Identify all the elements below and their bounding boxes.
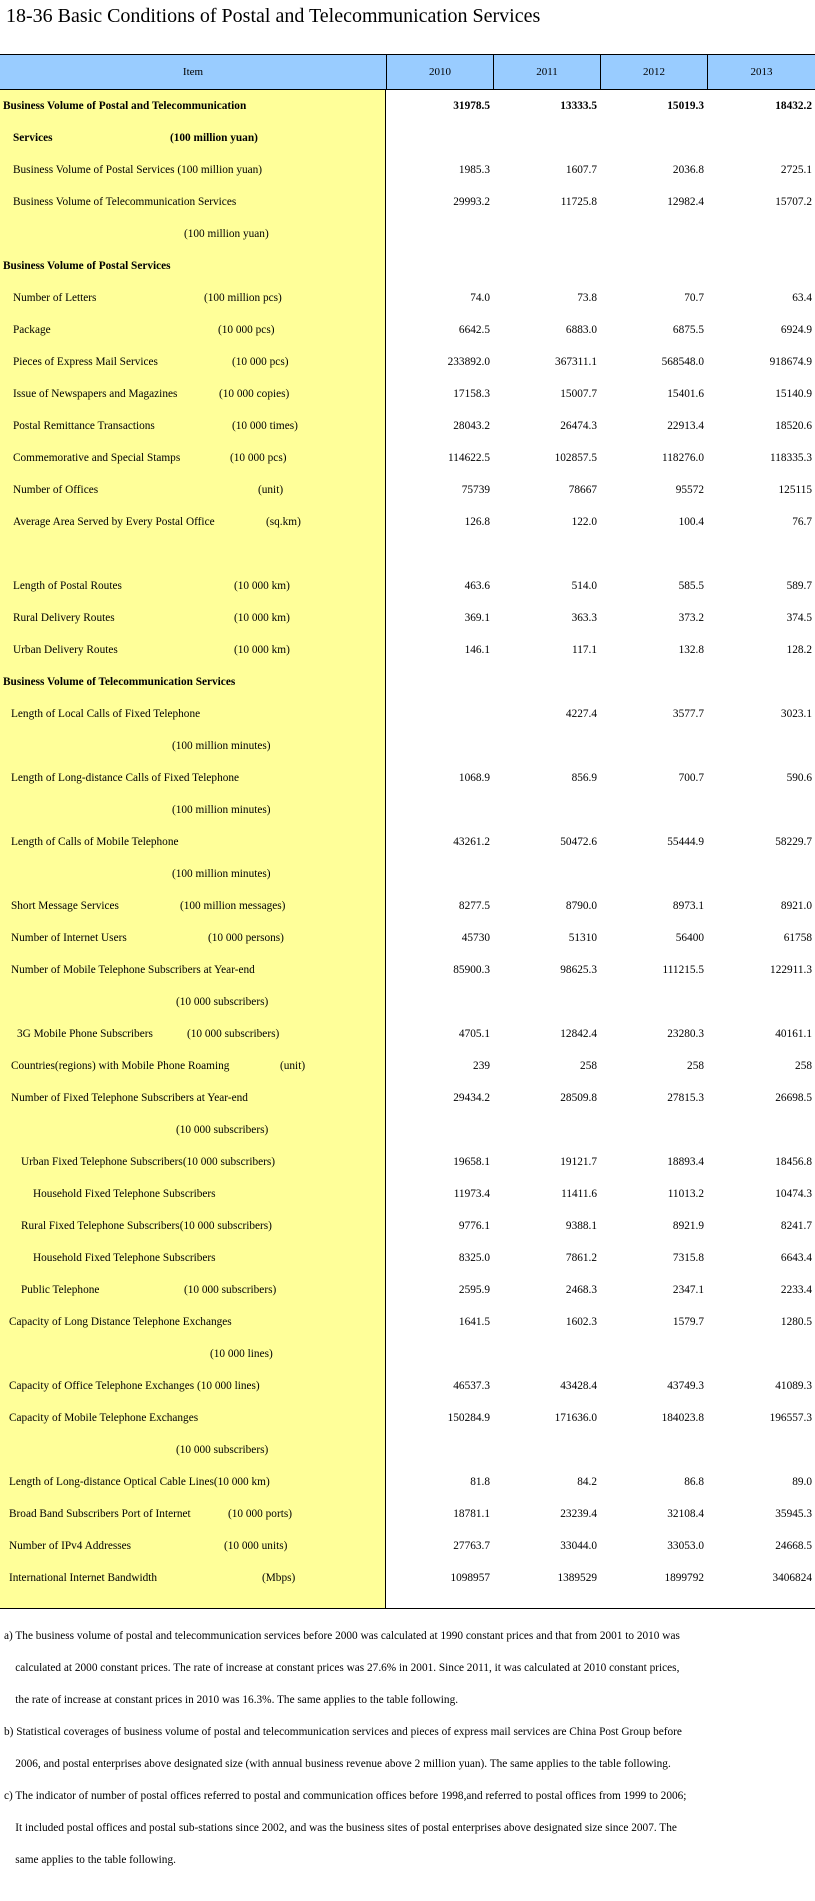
- cell-2013: 76.7: [792, 516, 812, 528]
- row-label: International Internet Bandwidth: [9, 1572, 158, 1584]
- cell-2013: 89.0: [792, 1476, 812, 1488]
- cell-2012: 100.4: [678, 516, 704, 528]
- row-label: Public Telephone: [21, 1284, 100, 1296]
- footnote-line: 2006, and postal enterprises above designated size (with annual business revenue above 2 million yuan). The same applies to the table following.: [4, 1758, 671, 1770]
- cell-2010: 29993.2: [453, 196, 490, 208]
- row-unit: (100 million minutes): [172, 804, 271, 816]
- cell-2012: 32108.4: [667, 1508, 704, 1520]
- cell-2012: 132.8: [678, 644, 704, 656]
- cell-2013: 15140.9: [775, 388, 812, 400]
- table-row: [0, 954, 815, 986]
- header-year-2013: 2013: [750, 66, 773, 78]
- cell-2013: 589.7: [786, 580, 812, 592]
- cell-2012: 15019.3: [667, 100, 704, 112]
- cell-2012: 23280.3: [667, 1028, 704, 1040]
- row-label: Length of Local Calls of Fixed Telephone: [11, 708, 201, 720]
- row-unit: (10 000 times): [232, 420, 298, 432]
- cell-2010: 126.8: [464, 516, 490, 528]
- cell-2013: 35945.3: [775, 1508, 812, 1520]
- cell-2012: 8973.1: [672, 900, 704, 912]
- cell-2012: 70.7: [684, 292, 704, 304]
- cell-2011: 12842.4: [560, 1028, 597, 1040]
- cell-2013: 6924.9: [780, 324, 812, 336]
- cell-2012: 22913.4: [667, 420, 704, 432]
- cell-2010: 43261.2: [453, 836, 490, 848]
- row-unit: (100 million minutes): [172, 740, 271, 752]
- row-label: Business Volume of Postal and Telecommunication: [3, 100, 247, 112]
- cell-2010: 9776.1: [458, 1220, 490, 1232]
- cell-2013: 3406824: [772, 1572, 812, 1584]
- row-label: Services: [13, 132, 53, 144]
- cell-2013: 10474.3: [775, 1188, 812, 1200]
- cell-2011: 363.3: [571, 612, 597, 624]
- cell-2011: 11725.8: [560, 196, 597, 208]
- table-row: [0, 1018, 815, 1050]
- cell-2011: 33044.0: [560, 1540, 597, 1552]
- cell-2013: 18520.6: [775, 420, 812, 432]
- cell-2010: 8325.0: [458, 1252, 490, 1264]
- cell-2010: 11973.4: [453, 1188, 490, 1200]
- footnote-line: a) The business volume of postal and telecommunication services before 2000 was calculated at 1990 constant prices and that from 2001 to 2010 was: [4, 1630, 680, 1642]
- cell-2013: 2233.4: [780, 1284, 812, 1296]
- cell-2013: 18432.2: [775, 100, 812, 112]
- cell-2013: 61758: [783, 932, 812, 944]
- cell-2010: 1985.3: [458, 164, 490, 176]
- cell-2010: 114622.5: [448, 452, 490, 464]
- cell-2011: 13333.5: [560, 100, 597, 112]
- cell-2011: 23239.4: [560, 1508, 597, 1520]
- row-unit: (Mbps): [262, 1572, 296, 1584]
- cell-2013: 8241.7: [780, 1220, 812, 1232]
- table-row: [0, 634, 815, 666]
- footnote-line: b) Statistical coverages of business volume of postal and telecommunication services and pieces of express mail services are China Post Group before: [4, 1726, 682, 1738]
- cell-2013: 15707.2: [775, 196, 812, 208]
- row-label: Issue of Newspapers and Magazines: [13, 388, 178, 400]
- cell-2010: 146.1: [464, 644, 490, 656]
- cell-2010: 28043.2: [453, 420, 490, 432]
- header-year-2010: 2010: [429, 66, 451, 78]
- cell-2011: 9388.1: [565, 1220, 597, 1232]
- cell-2013: 6643.4: [780, 1252, 812, 1264]
- cell-2012: 43749.3: [667, 1380, 704, 1392]
- cell-2012: 15401.6: [667, 388, 704, 400]
- row-label: Business Volume of Telecommunication Services: [13, 196, 237, 208]
- table-row: [0, 122, 815, 154]
- cell-2011: 98625.3: [560, 964, 597, 976]
- cell-2012: 118276.0: [662, 452, 704, 464]
- row-unit: (10 000 persons): [208, 932, 284, 944]
- cell-2013: 63.4: [792, 292, 812, 304]
- cell-2011: 117.1: [572, 644, 597, 656]
- cell-2010: 150284.9: [447, 1412, 490, 1424]
- cell-2013: 125115: [778, 484, 812, 496]
- row-label: Urban Delivery Routes: [13, 644, 118, 656]
- row-unit: (10 000 km): [234, 644, 290, 656]
- row-unit: (100 million pcs): [204, 292, 282, 304]
- cell-2011: 1389529: [557, 1572, 597, 1584]
- row-label: Length of Calls of Mobile Telephone: [11, 836, 179, 848]
- cell-2011: 43428.4: [560, 1380, 597, 1392]
- cell-2011: 171636.0: [554, 1412, 597, 1424]
- cell-2011: 50472.6: [560, 836, 597, 848]
- cell-2012: 3577.7: [672, 708, 704, 720]
- row-label: Number of Mobile Telephone Subscribers at Year-end: [11, 964, 255, 976]
- cell-2012: 12982.4: [667, 196, 704, 208]
- cell-2010: 31978.5: [453, 100, 490, 112]
- row-label: Length of Postal Routes: [13, 580, 122, 592]
- cell-2011: 15007.7: [560, 388, 597, 400]
- cell-2010: 8277.5: [458, 900, 490, 912]
- header-year-2011: 2011: [536, 66, 558, 78]
- row-unit: (10 000 subscribers): [176, 1444, 269, 1456]
- cell-2011: 84.2: [577, 1476, 597, 1488]
- cell-2013: 3023.1: [780, 708, 812, 720]
- header-year-2012: 2012: [643, 66, 665, 78]
- table-row: [0, 986, 815, 1018]
- cell-2010: 239: [473, 1060, 490, 1072]
- table-row: [0, 1274, 815, 1306]
- table-row: [0, 826, 815, 858]
- cell-2011: 11411.6: [561, 1188, 597, 1200]
- row-label: Number of Internet Users: [11, 932, 127, 944]
- row-unit: (unit): [258, 484, 284, 496]
- cell-2012: 1899792: [664, 1572, 704, 1584]
- table-row: [0, 218, 815, 250]
- cell-2012: 6875.5: [672, 324, 704, 336]
- table-row: [0, 1498, 815, 1530]
- cell-2010: 1068.9: [458, 772, 490, 784]
- row-label: Broad Band Subscribers Port of Internet: [9, 1508, 191, 1520]
- row-unit: (10 000 pcs): [218, 324, 275, 336]
- cell-2011: 1602.3: [565, 1316, 597, 1328]
- row-label: Pieces of Express Mail Services: [13, 356, 158, 368]
- row-label: Postal Remittance Transactions: [13, 420, 155, 432]
- table-row: [0, 858, 815, 890]
- row-label: Urban Fixed Telephone Subscribers(10 000 subscribers): [21, 1156, 276, 1168]
- row-unit: (10 000 units): [224, 1540, 288, 1552]
- row-label: Rural Fixed Telephone Subscribers(10 000 subscribers): [21, 1220, 272, 1232]
- cell-2010: 1098957: [450, 1572, 490, 1584]
- table-row: [0, 1562, 815, 1594]
- page-title: 18-36 Basic Conditions of Postal and Telecommunication Services: [6, 5, 541, 27]
- table-row: [0, 666, 815, 698]
- cell-2012: 86.8: [684, 1476, 704, 1488]
- row-label: Number of Fixed Telephone Subscribers at Year-end: [11, 1092, 248, 1104]
- footnote-line: c) The indicator of number of postal offices referred to postal and communication offices before 1998,and referred to postal offices from 1999 to 2006;: [4, 1790, 687, 1802]
- table-row: [0, 346, 815, 378]
- table-row: [0, 570, 815, 602]
- cell-2013: 41089.3: [775, 1380, 812, 1392]
- table-row: [0, 186, 815, 218]
- cell-2013: 24668.5: [775, 1540, 812, 1552]
- table-row: [0, 1178, 815, 1210]
- cell-2010: 369.1: [464, 612, 490, 624]
- cell-2012: 8921.9: [672, 1220, 704, 1232]
- cell-2010: 1641.5: [458, 1316, 490, 1328]
- row-label: Countries(regions) with Mobile Phone Roaming: [11, 1060, 230, 1072]
- table-row: [0, 282, 815, 314]
- row-unit: (10 000 ports): [228, 1508, 293, 1520]
- cell-2013: 58229.7: [775, 836, 812, 848]
- row-unit: (10 000 subscribers): [176, 996, 269, 1008]
- row-label: Number of Letters: [13, 292, 97, 304]
- cell-2011: 514.0: [571, 580, 597, 592]
- table-row: [0, 90, 815, 122]
- cell-2013: 26698.5: [775, 1092, 812, 1104]
- row-label: Package: [13, 324, 51, 336]
- cell-2011: 102857.5: [554, 452, 597, 464]
- cell-2012: 258: [687, 1060, 704, 1072]
- cell-2010: 29434.2: [453, 1092, 490, 1104]
- cell-2010: 81.8: [470, 1476, 490, 1488]
- table-row: [0, 1114, 815, 1146]
- row-unit: (10 000 km): [234, 580, 290, 592]
- table-row: [0, 794, 815, 826]
- row-label: Number of Offices: [13, 484, 99, 496]
- row-unit: (100 million messages): [180, 900, 286, 912]
- table-row: [0, 442, 815, 474]
- cell-2010: 463.6: [464, 580, 490, 592]
- table-row: [0, 1306, 815, 1338]
- footnote-line: calculated at 2000 constant prices. The rate of increase at constant prices was 27.6% in 2001. Since 2011, it was calculated at 2010 constant prices,: [4, 1662, 680, 1674]
- cell-2013: 374.5: [786, 612, 812, 624]
- table-body: [0, 90, 815, 1594]
- cell-2013: 1280.5: [780, 1316, 812, 1328]
- cell-2011: 2468.3: [565, 1284, 597, 1296]
- row-label: Number of IPv4 Addresses: [9, 1540, 132, 1552]
- row-unit: (10 000 subscribers): [187, 1028, 280, 1040]
- table-row: [0, 1370, 815, 1402]
- cell-2012: 95572: [675, 484, 704, 496]
- cell-2011: 4227.4: [565, 708, 597, 720]
- table-row: [0, 922, 815, 954]
- cell-2013: 122911.3: [770, 964, 812, 976]
- row-unit: (10 000 pcs): [232, 356, 289, 368]
- cell-2011: 78667: [568, 484, 597, 496]
- cell-2010: 45730: [461, 932, 490, 944]
- cell-2010: 85900.3: [453, 964, 490, 976]
- table-row: [0, 698, 815, 730]
- table-row: [0, 1242, 815, 1274]
- cell-2010: 6642.5: [458, 324, 490, 336]
- cell-2013: 8921.0: [780, 900, 812, 912]
- cell-2010: 46537.3: [453, 1380, 490, 1392]
- row-unit: (10 000 subscribers): [184, 1284, 277, 1296]
- footnote-line: the rate of increase at constant prices in 2010 was 16.3%. The same applies to the table following.: [4, 1694, 459, 1706]
- row-unit: (unit): [280, 1060, 306, 1072]
- cell-2011: 856.9: [571, 772, 597, 784]
- cell-2013: 118335.3: [770, 452, 812, 464]
- cell-2012: 56400: [675, 932, 704, 944]
- row-label: Business Volume of Telecommunication Services: [3, 676, 236, 688]
- cell-2012: 18893.4: [667, 1156, 704, 1168]
- table-row: [0, 1338, 815, 1370]
- cell-2011: 6883.0: [565, 324, 597, 336]
- cell-2010: 74.0: [470, 292, 490, 304]
- row-label: Capacity of Long Distance Telephone Exchanges: [9, 1316, 232, 1328]
- row-unit: (10 000 pcs): [230, 452, 287, 464]
- cell-2011: 28509.8: [560, 1092, 597, 1104]
- row-label: Average Area Served by Every Postal Office: [13, 516, 215, 528]
- table-row: [0, 250, 815, 282]
- cell-2013: 918674.9: [769, 356, 812, 368]
- table-row: [0, 506, 815, 538]
- cell-2010: 233892.0: [447, 356, 490, 368]
- cell-2012: 33053.0: [667, 1540, 704, 1552]
- row-unit: (sq.km): [266, 516, 301, 528]
- cell-2011: 26474.3: [560, 420, 597, 432]
- table-row: [0, 730, 815, 762]
- cell-2012: 111215.5: [662, 964, 704, 976]
- cell-2012: 11013.2: [667, 1188, 704, 1200]
- table-row: [0, 1402, 815, 1434]
- cell-2012: 7315.8: [672, 1252, 704, 1264]
- row-unit: (10 000 copies): [219, 388, 290, 400]
- row-unit: (10 000 km): [234, 612, 290, 624]
- row-label: Short Message Services: [11, 900, 119, 912]
- row-label: Capacity of Mobile Telephone Exchanges: [9, 1412, 199, 1424]
- table-row: [0, 1082, 815, 1114]
- cell-2012: 1579.7: [672, 1316, 704, 1328]
- row-label: Commemorative and Special Stamps: [13, 452, 181, 464]
- cell-2012: 568548.0: [661, 356, 704, 368]
- row-unit: (10 000 subscribers): [176, 1124, 269, 1136]
- cell-2012: 2036.8: [672, 164, 704, 176]
- cell-2011: 7861.2: [565, 1252, 597, 1264]
- cell-2012: 373.2: [678, 612, 704, 624]
- table-bottom-border: [0, 1608, 815, 1609]
- cell-2012: 27815.3: [667, 1092, 704, 1104]
- table-row: [0, 602, 815, 634]
- table-row: [0, 1146, 815, 1178]
- footnotes: [4, 1620, 812, 1876]
- cell-2013: 18456.8: [775, 1156, 812, 1168]
- row-unit: (100 million minutes): [172, 868, 271, 880]
- cell-2010: 2595.9: [458, 1284, 490, 1296]
- table-row: [0, 1466, 815, 1498]
- table-row: [0, 1050, 815, 1082]
- row-label: Household Fixed Telephone Subscribers: [33, 1252, 216, 1264]
- table-row: [0, 154, 815, 186]
- cell-2011: 367311.1: [555, 356, 597, 368]
- cell-2012: 184023.8: [661, 1412, 704, 1424]
- table-row: [0, 762, 815, 794]
- cell-2010: 17158.3: [453, 388, 490, 400]
- row-unit: (100 million yuan): [184, 228, 269, 240]
- table-row: [0, 314, 815, 346]
- cell-2013: 196557.3: [769, 1412, 812, 1424]
- cell-2013: 590.6: [786, 772, 812, 784]
- footnote-line: It included postal offices and postal sub-stations since 2002, and was the business sites of postal enterprises above designated size since 2007. The: [4, 1822, 677, 1834]
- statistics-table: [0, 54, 815, 1608]
- cell-2010: 18781.1: [453, 1508, 490, 1520]
- row-label: Business Volume of Postal Services (100 million yuan): [13, 164, 263, 176]
- cell-2011: 258: [580, 1060, 597, 1072]
- cell-2011: 8790.0: [565, 900, 597, 912]
- cell-2013: 40161.1: [775, 1028, 812, 1040]
- cell-2011: 73.8: [577, 292, 597, 304]
- cell-2010: 75739: [461, 484, 490, 496]
- row-label: Household Fixed Telephone Subscribers: [33, 1188, 216, 1200]
- row-unit: (10 000 lines): [210, 1348, 273, 1360]
- table-row: [0, 410, 815, 442]
- table-row: [0, 474, 815, 506]
- table-row: [0, 1434, 815, 1466]
- row-label: Length of Long-distance Calls of Fixed Telephone: [11, 772, 240, 784]
- cell-2011: 51310: [568, 932, 597, 944]
- cell-2011: 122.0: [571, 516, 597, 528]
- cell-2010: 27763.7: [453, 1540, 490, 1552]
- cell-2010: 4705.1: [458, 1028, 490, 1040]
- cell-2013: 128.2: [786, 644, 812, 656]
- table-row: [0, 1530, 815, 1562]
- row-label: Business Volume of Postal Services: [3, 260, 171, 272]
- cell-2012: 585.5: [678, 580, 704, 592]
- table-row: [0, 378, 815, 410]
- table-row: [0, 890, 815, 922]
- cell-2013: 2725.1: [780, 164, 812, 176]
- cell-2011: 1607.7: [565, 164, 597, 176]
- footnote-line: same applies to the table following.: [4, 1854, 176, 1866]
- row-label: Rural Delivery Routes: [13, 612, 115, 624]
- header-item: Item: [182, 66, 204, 78]
- cell-2011: 19121.7: [560, 1156, 597, 1168]
- table-row: [0, 538, 815, 570]
- cell-2012: 2347.1: [672, 1284, 704, 1296]
- cell-2013: 258: [795, 1060, 812, 1072]
- row-label: Length of Long-distance Optical Cable Lines(10 000 km): [9, 1476, 270, 1488]
- row-unit: (100 million yuan): [170, 132, 258, 144]
- table-row: [0, 1210, 815, 1242]
- row-label: Capacity of Office Telephone Exchanges (10 000 lines): [9, 1380, 260, 1392]
- cell-2010: 19658.1: [453, 1156, 490, 1168]
- cell-2012: 700.7: [678, 772, 704, 784]
- cell-2012: 55444.9: [667, 836, 704, 848]
- row-label: 3G Mobile Phone Subscribers: [17, 1028, 153, 1040]
- table-header: [0, 54, 815, 90]
